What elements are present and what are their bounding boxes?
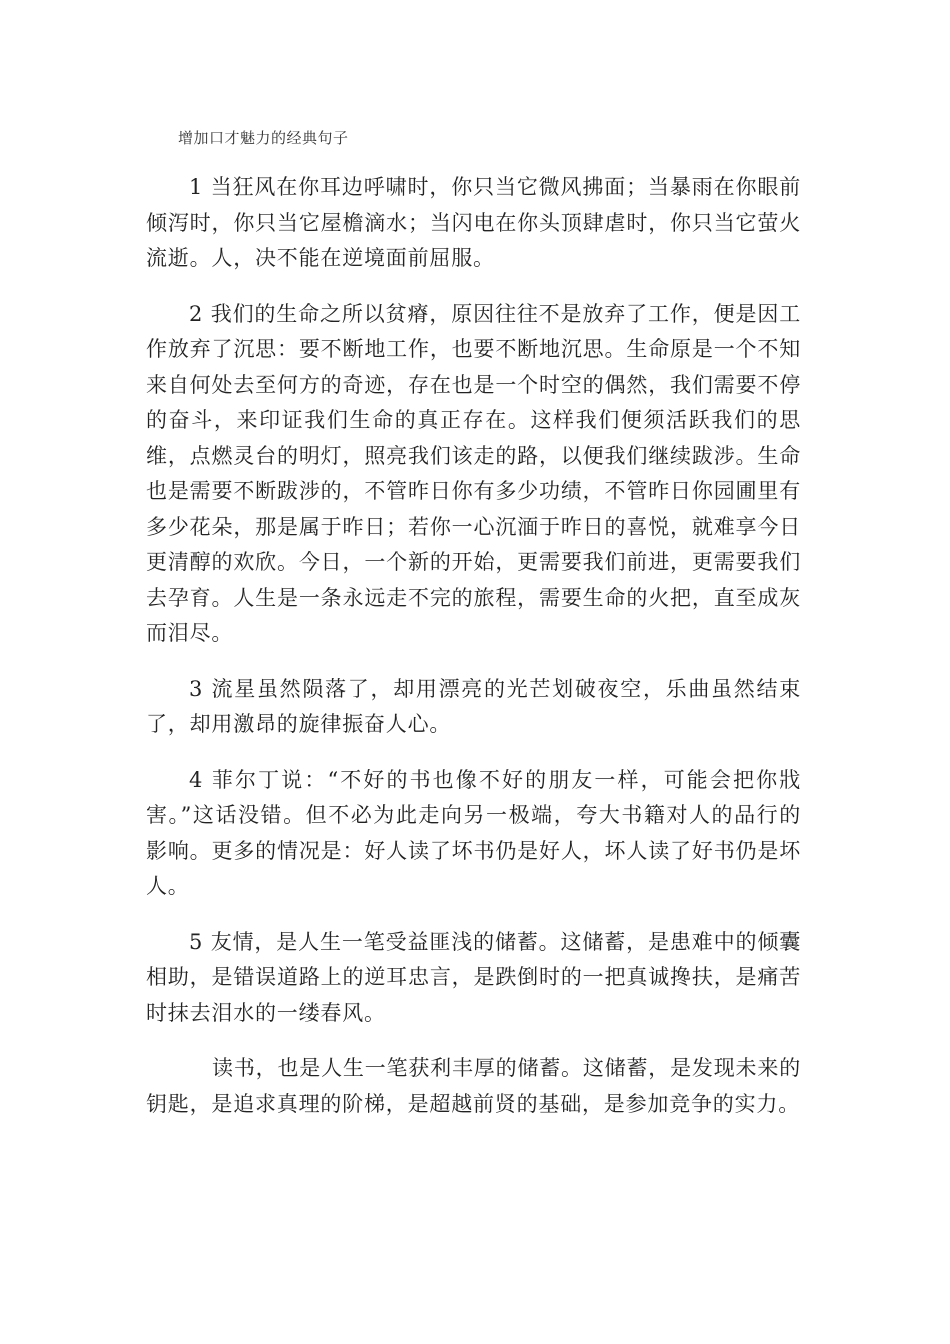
paragraph-1: 1 当狂风在你耳边呼啸时，你只当它微风拂面；当暴雨在你眼前倾泻时，你只当它屋檐滴水；当闪电在你头顶肆虐时，你只当它萤火流逝。人，决不能在逆境面前屈服。 [146, 175, 801, 270]
paragraph-3: 3 流星虽然陨落了，却用漂亮的光芒划破夜空，乐曲虽然结束了，却用激昂的旋律振奋人心。 [146, 676, 801, 736]
paragraph-5: 5 友情，是人生一笔受益匪浅的储蓄。这储蓄，是患难中的倾囊相助，是错误道路上的逆耳忠言，是跌倒时的一把真诚搀扶，是痛苦时抹去泪水的一缕春风。 [146, 929, 801, 1025]
document-title: 增加口才魅力的经典句子 [178, 129, 349, 147]
paragraph-2: 2 我们的生命之所以贫瘠，原因往往不是放弃了工作，便是因工作放弃了沉思：要不断地工作，也要不断地沉思。生命原是一个不知来自何处去至何方的奇迹，存在也是一个时空的偶然，我们需要不停的奋斗，来印证我们生命的真正存在。这样我们便须活跃我们的思维，点燃灵台的明灯，照亮我们该走的路，以便我们继续跋涉。生命也是需要不断跋涉的，不管昨日你有多少功绩，不管昨日你园圃里有多少花朵，那是属于昨日；若你一心沉湎于昨日的喜悦，就难享今日更清醇的欢欣。今日，一个新的开始，更需要我们前进，更需要我们去孕育。人生是一条永远走不完的旅程，需要生命的火把，直至成灰而泪尽。 [146, 301, 801, 645]
document-body [146, 170, 801, 1142]
paragraph-4: 4 菲尔丁说：“不好的书也像不好的朋友一样，可能会把你戕害。”这话没错。但不必为此走向另一极端，夸大书籍对人的品行的影响。更多的情况是：好人读了坏书仍是好人，坏人读了好书仍是坏人。 [146, 767, 801, 898]
paragraph-6: 读书，也是人生一笔获利丰厚的储蓄。这储蓄，是发现未来的钥匙，是追求真理的阶梯，是超越前贤的基础，是参加竞争的实力。 [146, 1056, 801, 1116]
